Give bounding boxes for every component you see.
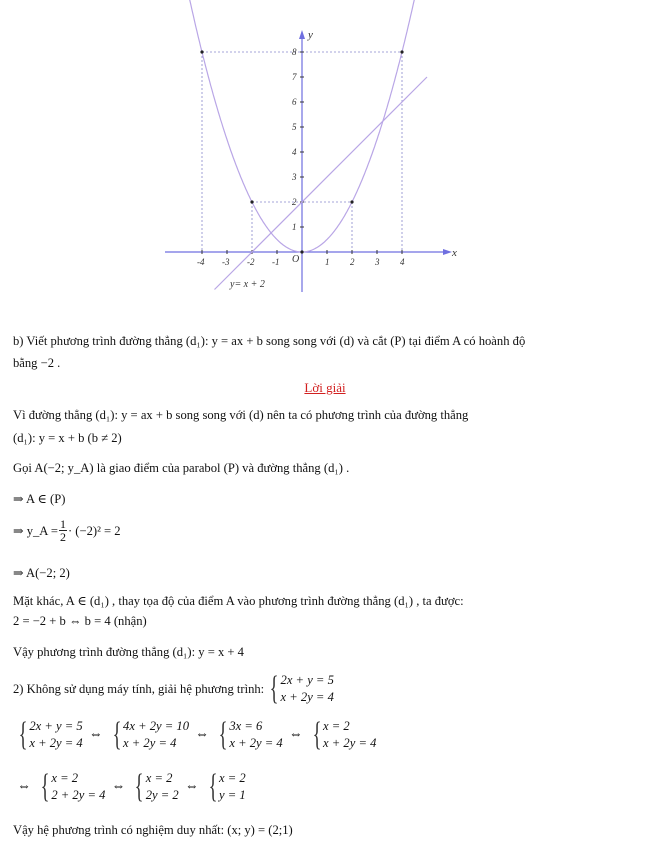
sys6-eq1: x = 2 <box>145 771 173 785</box>
solution-line-8: 2 = −2 + b ⇔ b = 4 (nhận) <box>13 614 147 628</box>
system-4: { x = 2 x + 2y = 4 <box>312 716 377 753</box>
solution-line-6: ⇒ A(−2; 2) <box>13 566 70 580</box>
system-7: { x = 2 y = 1 <box>208 768 246 805</box>
intersection-point <box>300 250 303 253</box>
solution-line-5 <box>13 518 121 543</box>
iff-symbol: ⇔ <box>195 727 209 742</box>
y-tick-label: 2 <box>292 197 297 207</box>
system-chain-1 <box>13 718 378 752</box>
x-tick-label: 1 <box>325 257 330 267</box>
y-tick-label: 7 <box>292 72 297 82</box>
x-tick-label: 3 <box>375 257 380 267</box>
sys0-eq2: x + 2y = 4 <box>280 690 334 704</box>
part-2-conclusion: Vậy hệ phương trình có nghiệm duy nhất: (x; y) = (2;1) <box>13 823 293 837</box>
part-b-question-line2: bằng −2 . <box>13 356 61 370</box>
intersection-point <box>400 50 403 53</box>
x-tick-label: 2 <box>350 257 355 267</box>
system-0: { 2x + y = 5 x + 2y = 4 <box>269 670 334 707</box>
sys2-eq2: x + 2y = 4 <box>123 736 177 750</box>
y-tick-label: 6 <box>292 97 297 107</box>
y-tick-label: 8 <box>292 47 297 57</box>
curves <box>190 0 428 290</box>
line-label: y= x + 2 <box>230 279 265 290</box>
x-tick-label: 4 <box>400 257 405 267</box>
system-5: { x = 2 2 + 2y = 4 <box>40 768 106 805</box>
y-axis-arrow <box>299 30 305 39</box>
system-2: { 4x + 2y = 10 x + 2y = 4 <box>112 716 189 753</box>
frac-den: 2 <box>59 530 66 544</box>
system-1: { 2x + y = 5 x + 2y = 4 <box>18 716 83 753</box>
origin-label: O <box>292 254 300 265</box>
x-tick-label: -1 <box>272 257 280 267</box>
intersection-point <box>200 50 203 53</box>
solution-line-1: Vì đường thẳng (d₁): y = ax + b song song với (d) nên ta có phương trình của đường thẳng <box>13 408 469 422</box>
x-tick-label: -3 <box>222 257 230 267</box>
sys4-eq2: x + 2y = 4 <box>323 736 377 750</box>
solution-line-9: Vậy phương trình đường thẳng (d₁): y = x + 4 <box>13 645 244 659</box>
iff-symbol: ⇔ <box>88 727 103 742</box>
x-tick-label: -2 <box>247 257 255 267</box>
iff-symbol: ⇔ <box>184 779 199 794</box>
solution-line-7: Mặt khác, A ∈ (d₁) , thay tọa độ của điểm A vào phương trình đường thẳng (d₁) , ta được: <box>13 594 464 608</box>
y-tick-label: 4 <box>292 147 297 157</box>
system-3: { 3x = 6 x + 2y = 4 <box>218 716 283 753</box>
part-2-question-text: 2) Không sử dụng máy tính, giải hệ phương trình: <box>13 681 265 696</box>
sys1-eq2: x + 2y = 4 <box>29 736 83 750</box>
ya-result: · (−2)² = 2 <box>67 523 121 538</box>
intersection-point <box>250 200 253 203</box>
tick-labels <box>197 47 405 267</box>
iff-symbol: ⇔ <box>111 779 126 794</box>
sys3-eq1: 3x = 6 <box>229 719 263 733</box>
solution-title: Lời giải <box>304 380 346 395</box>
sys2-eq1: 4x + 2y = 10 <box>123 719 189 733</box>
sys1-eq1: 2x + y = 5 <box>29 719 83 733</box>
part-2-question <box>13 672 336 706</box>
axes <box>165 30 452 292</box>
ya-expression: ⇒ y_A = <box>13 523 58 538</box>
solution-line-4: ⇒ A ∈ (P) <box>13 492 66 506</box>
sys0-eq1: 2x + y = 5 <box>280 673 334 687</box>
iff-symbol: ⇔ <box>288 727 303 742</box>
x-axis-label: x <box>452 247 457 259</box>
x-tick-label: -4 <box>197 257 205 267</box>
sys5-eq2: 2 + 2y = 4 <box>51 788 106 802</box>
frac-num: 1 <box>59 517 66 531</box>
sys6-eq2: 2y = 2 <box>145 788 179 802</box>
fraction <box>59 518 67 543</box>
iff-symbol: ⇔ <box>17 779 31 794</box>
sys7-eq1: x = 2 <box>219 771 246 785</box>
sys4-eq1: x = 2 <box>323 719 350 733</box>
y-tick-label: 1 <box>292 222 297 232</box>
x-axis-arrow <box>443 249 452 255</box>
system-6: { x = 2 2y = 2 <box>135 768 179 805</box>
function-graph <box>0 0 650 300</box>
solution-line-2: (d₁): y = x + b (b ≠ 2) <box>13 431 122 445</box>
intersection-point <box>350 200 353 203</box>
sys5-eq1: x = 2 <box>51 771 79 785</box>
solution-line-3: Gọi A(−2; y_A) là giao điểm của parabol (P) và đường thẳng (d₁) . <box>13 461 350 475</box>
system-chain-2 <box>13 770 248 804</box>
sys3-eq2: x + 2y = 4 <box>229 736 283 750</box>
sys7-eq2: y = 1 <box>219 788 246 802</box>
y-tick-label: 5 <box>292 122 297 132</box>
part-b-question-line1: b) Viết phương trình đường thẳng (d₁): y = ax + b song song với (d) và cắt (P) tại điểm A có hoành độ <box>13 334 526 348</box>
y-tick-label: 3 <box>292 172 297 182</box>
y-axis-label: y <box>308 29 313 41</box>
